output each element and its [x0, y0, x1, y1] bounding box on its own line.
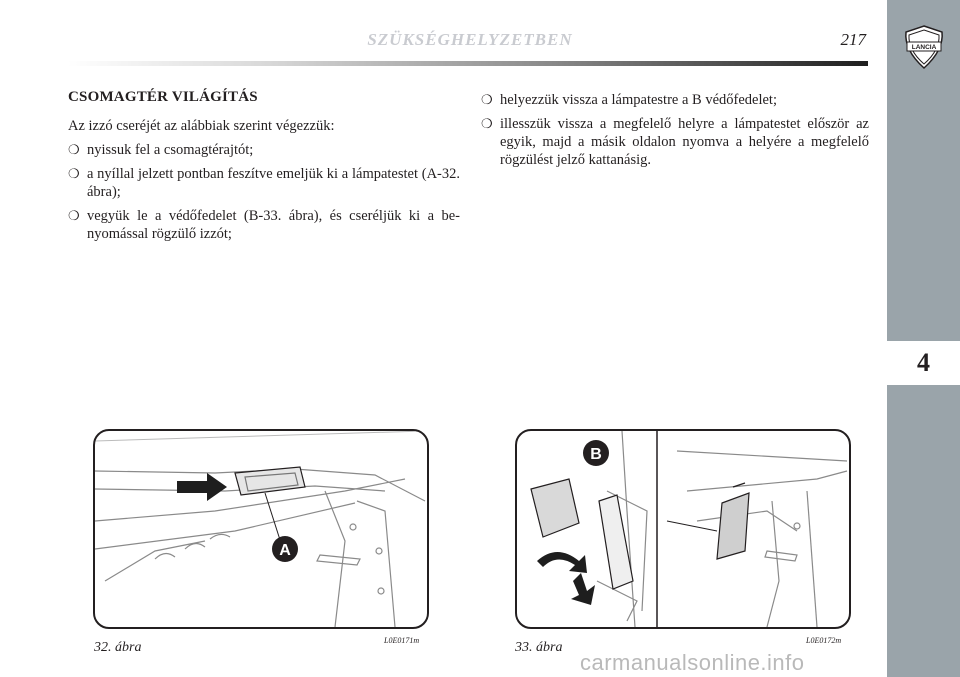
right-text-column [481, 91, 869, 175]
figure-33-caption: 33. ábra [515, 640, 563, 655]
left-text-column [68, 88, 460, 249]
bullet-circle-icon: ❍ [68, 142, 80, 157]
figure-33-illustration [515, 429, 851, 629]
figure-32-code: L0E0171m [384, 636, 420, 645]
sidebar-lower-block [887, 388, 960, 677]
bullet-circle-icon: ❍ [68, 208, 80, 223]
figure-33-code: L0E0172m [806, 636, 842, 645]
curved-arrow-icon [537, 552, 587, 573]
watermark: carmanualsonline.info [580, 650, 805, 675]
chapter-number: 4 [917, 348, 930, 377]
list-item-text: illesszük vissza a megfelelő helyre a lámpatestet először az egyik, majd a másik oldalon nyomva a helyére a megfelelő rögzülést jelző kattanásig. [500, 116, 869, 168]
list-item [481, 91, 869, 109]
list-item [481, 115, 869, 169]
list-item-text: helyezzük vissza a lámpatestre a B védőfedelet; [500, 92, 777, 108]
bullet-circle-icon: ❍ [68, 166, 80, 181]
page-number: 217 [840, 30, 866, 49]
figure-label-b: B [590, 446, 602, 463]
figure-label-a: A [279, 542, 291, 559]
arrow-icon [177, 473, 227, 501]
figure-32-caption: 32. ábra [94, 640, 142, 655]
section-title: CSOMAGTÉR VILÁGÍTÁS [68, 89, 258, 105]
list-item [68, 165, 460, 201]
lancia-logo-icon [901, 24, 947, 70]
list-item-text: a nyíllal jelzett pontban feszítve emeljük ki a lámpatestet (A-32. ábra); [87, 166, 460, 200]
header-divider [68, 61, 868, 66]
chapter-sidebar [887, 0, 960, 677]
bullet-circle-icon: ❍ [481, 92, 493, 107]
intro-text: Az izzó cseréjét az alábbiak szerint végezzük: [68, 118, 335, 134]
arrow-icon [571, 573, 595, 605]
logo-wordmark: LANCIA [911, 44, 937, 51]
running-header-title: SZÜKSÉGHELYZETBEN [367, 30, 573, 49]
list-item-text: nyissuk fel a csomagtérajtót; [87, 142, 254, 158]
list-item [68, 141, 460, 159]
sidebar-logo-block [887, 0, 960, 338]
lamp-cover-removal-drawing [517, 431, 849, 627]
list-item [68, 207, 460, 243]
bullet-circle-icon: ❍ [481, 116, 493, 131]
chapter-tab [887, 341, 960, 385]
figure-32-illustration [93, 429, 429, 629]
trunk-lamp-removal-drawing [95, 431, 427, 627]
list-item-text: vegyük le a védőfedelet (B-33. ábra), és cseréljük ki a benyomással rögzülő izzót; [87, 208, 460, 242]
